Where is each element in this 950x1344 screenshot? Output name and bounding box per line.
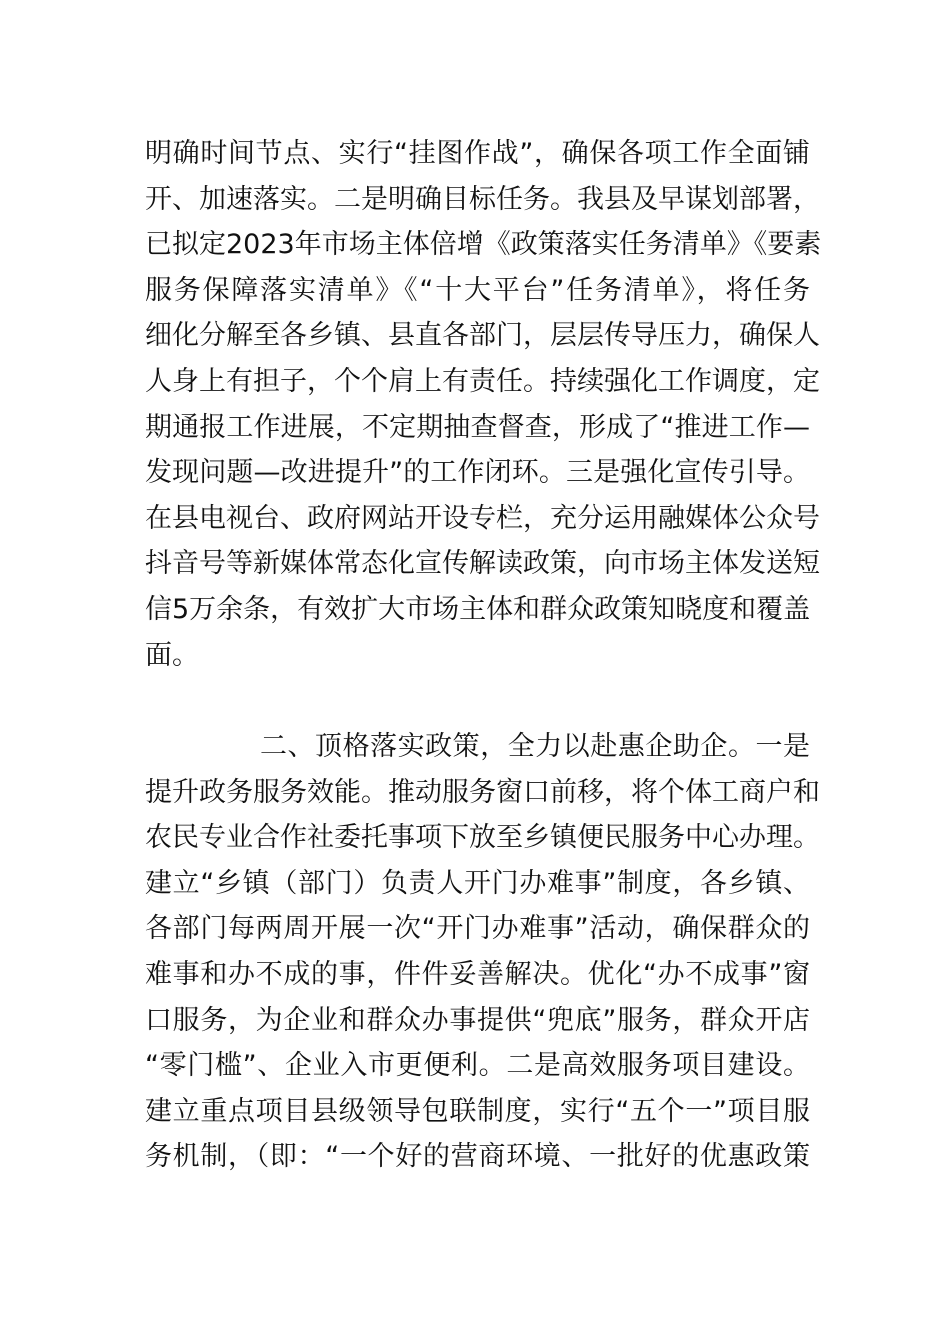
paragraph-line: 难事和办不成的事，件件妥善解决。优化“办不成事”窗	[145, 958, 810, 990]
paragraph-line: 人身上有担子，个个肩上有责任。持续强化工作调度，定	[145, 365, 820, 397]
paragraph-line: 已拟定2023年市场主体倍增《政策落实任务清单》《要素	[145, 229, 822, 261]
paragraph-line: 服务保障落实清单》《“十大平台”任务清单》，将任务	[145, 274, 810, 306]
paragraph-line: 提升政务服务效能。推动服务窗口前移，将个体工商户和	[145, 776, 820, 808]
paragraph-1	[145, 131, 822, 678]
paragraph-2	[145, 724, 820, 1180]
paragraph-line: 信5万余条，有效扩大市场主体和群众政策知晓度和覆盖	[145, 593, 811, 625]
paragraph-line: 面。	[145, 639, 199, 671]
paragraph-line: 务机制，（即：“一个好的营商环境、一批好的优惠政策	[145, 1141, 810, 1173]
paragraph-line: 发现问题—改进提升”的工作闭环。三是强化宣传引导。	[145, 457, 810, 489]
paragraph-line: 明确时间节点、实行“挂图作战”，确保各项工作全面铺	[145, 138, 810, 169]
paragraph-line: 建立“乡镇（部门）负责人开门办难事”制度，各乡镇、	[145, 867, 810, 899]
paragraph-line: 在县电视台、政府网站开设专栏，充分运用融媒体公众号	[145, 502, 820, 534]
section-heading-line: 二、顶格落实政策，全力以赴惠企助企。一是	[260, 731, 810, 762]
paragraph-line: 开、加速落实。二是明确目标任务。我县及早谋划部署，	[145, 183, 820, 215]
paragraph-line: 细化分解至各乡镇、县直各部门，层层传导压力，确保人	[145, 320, 820, 352]
paragraph-line: 抖音号等新媒体常态化宣传解读政策，向市场主体发送短	[145, 548, 820, 580]
paragraph-line: 各部门每两周开展一次“开门办难事”活动，确保群众的	[145, 913, 810, 945]
paragraph-line: 期通报工作进展，不定期抽查督查，形成了“推进工作—	[145, 411, 810, 443]
paragraph-line: 口服务，为企业和群众办事提供“兜底”服务，群众开店	[145, 1004, 810, 1036]
paragraph-line: 农民专业合作社委托事项下放至乡镇便民服务中心办理。	[145, 822, 820, 854]
paragraph-line: 建立重点项目县级领导包联制度，实行“五个一”项目服	[145, 1095, 810, 1127]
paragraph-line: “零门槛”、企业入市更便利。二是高效服务项目建设。	[145, 1050, 810, 1082]
